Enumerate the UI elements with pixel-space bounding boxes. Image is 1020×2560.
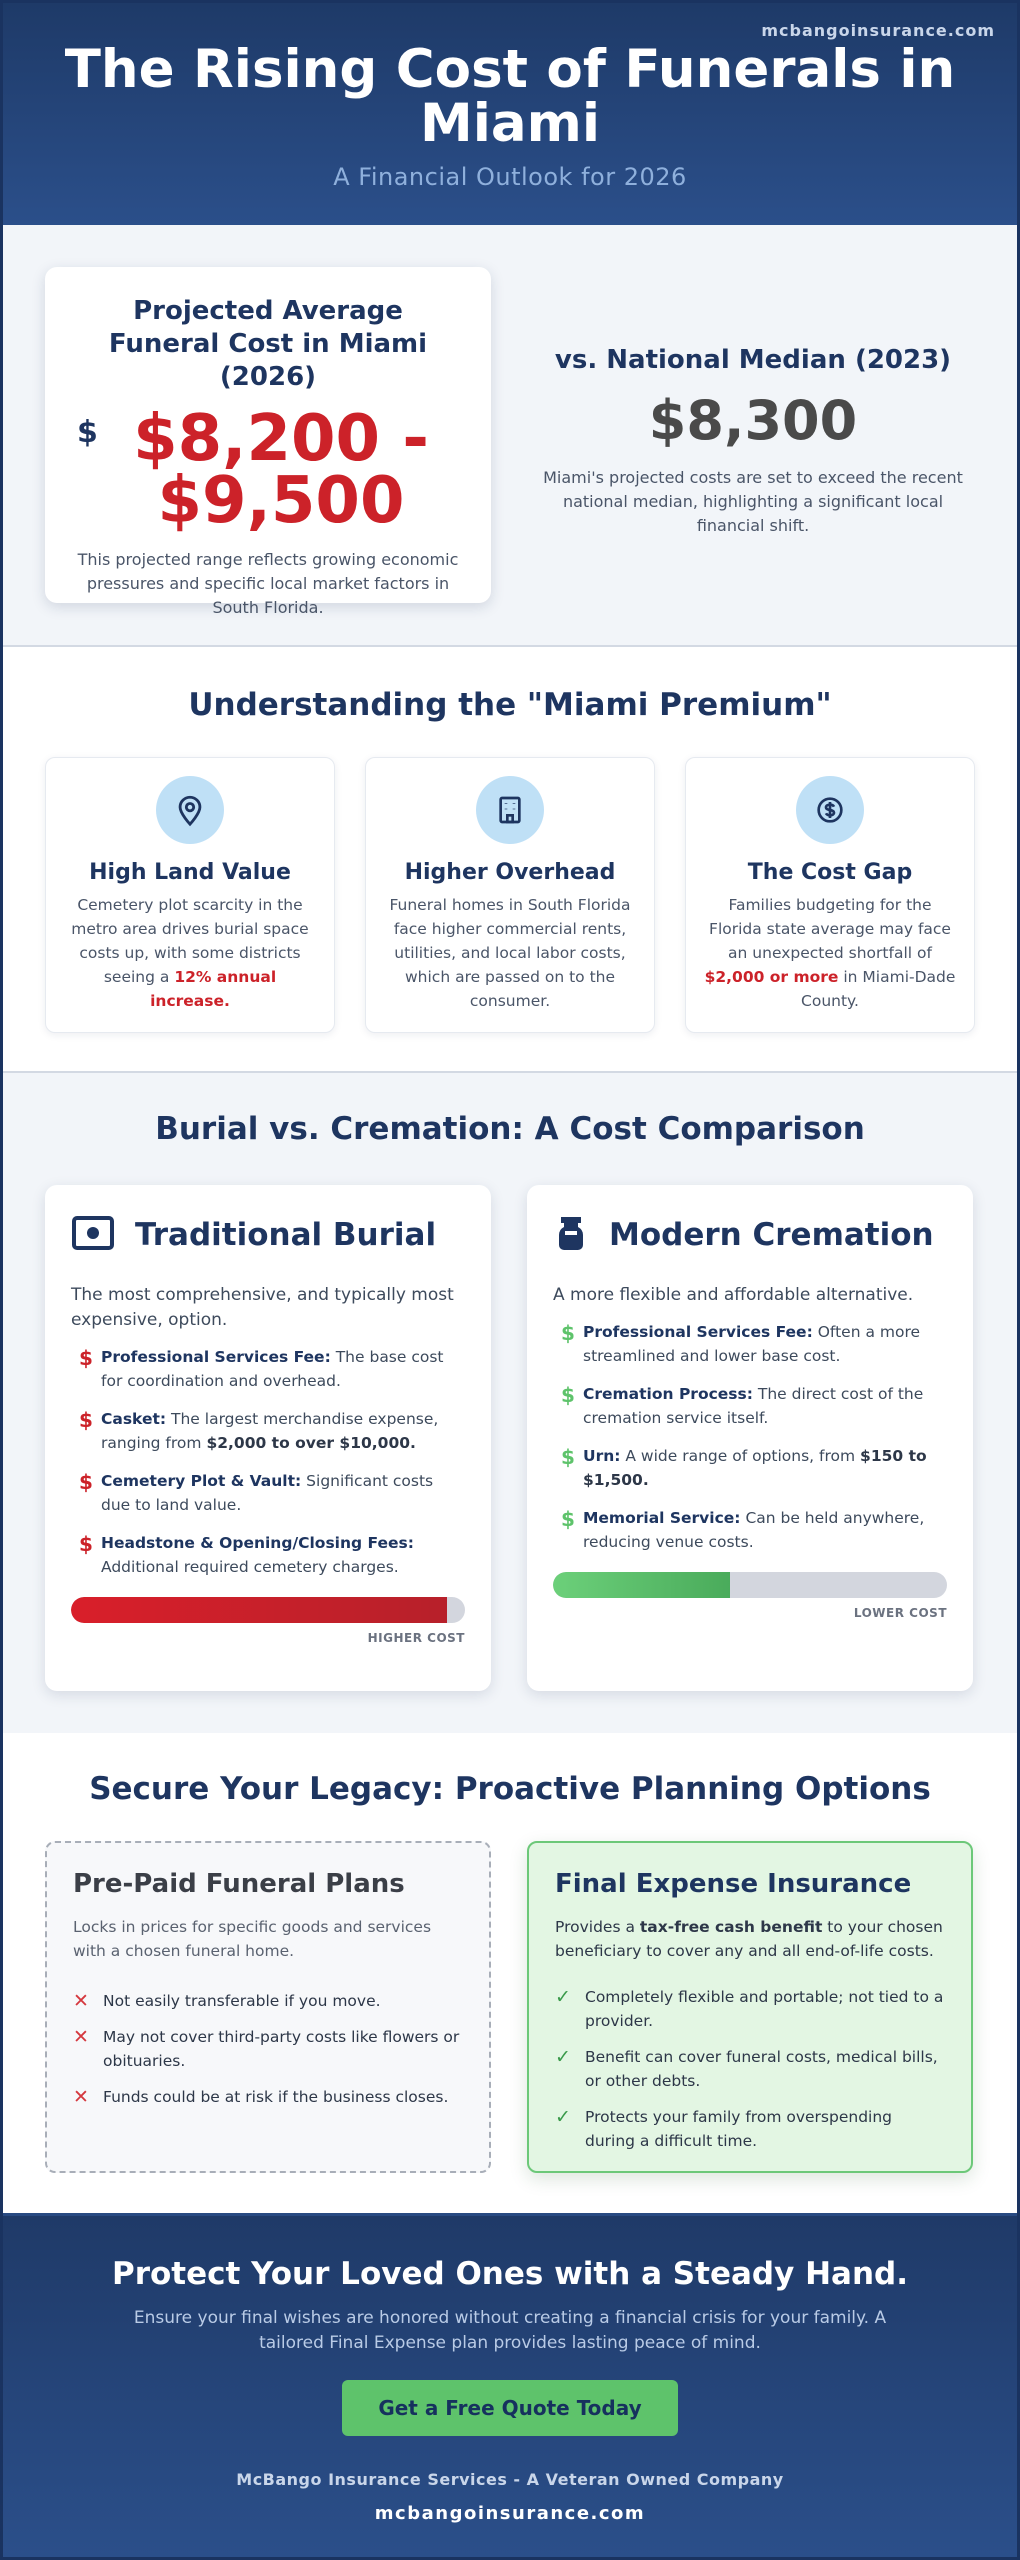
footer-title: Protect Your Loved Ones with a Steady Hand. [112,2256,908,2292]
prepaid-title: Pre-Paid Funeral Plans [73,1869,405,1899]
x-icon: ✕ [73,1990,89,2012]
list-item: $ Memorial Service: Can be held anywhere, reducing venue costs. [553,1506,947,1554]
dollar-icon: $ [79,1408,93,1432]
burial-cost-bar [71,1597,465,1623]
footer [3,2216,1017,2557]
coin-icon [796,776,864,844]
burial-cost-bar-fill [71,1597,447,1623]
site-url-footer[interactable]: mcbangoinsurance.com [374,2503,646,2524]
premium-card-title: High Land Value [89,860,291,885]
comparison-heading: Burial vs. Cremation: A Cost Comparison [155,1111,865,1147]
projected-cost-title: Projected Average Funeral Cost in Miami (2026) [108,296,428,392]
dollar-icon: $ [561,1507,575,1531]
premium-card-gap [685,757,975,1033]
final-expense-desc: Provides a tax-free cash benefit to your chosen beneficiary to cover any and all end-of-life costs. [555,1918,943,1960]
cremation-intro: A more flexible and affordable alternative. [553,1285,914,1305]
check-icon: ✓ [555,2046,571,2068]
page-title: The Rising Cost of Funerals in Miami [64,39,956,154]
list-item: $ Cremation Process: The direct cost of the cremation service itself. [553,1382,947,1430]
map-pin-icon [156,776,224,844]
premium-card-desc: Cemetery plot scarcity in the metro area drives burial space costs up, with some districts seeing a 12% annual increase. [71,896,309,1010]
national-median-value: $8,300 [648,389,858,452]
check-icon: ✓ [555,2106,571,2128]
list-item: ✓ Benefit can cover funeral costs, medical bills, or other debts. [555,2045,945,2093]
burial-bar-label: HIGHER COST [367,1631,465,1645]
range-high: $9,500 [157,464,405,538]
premium-card-title: Higher Overhead [404,860,616,885]
list-item: $ Urn: A wide range of options, from $150 to $1,500. [553,1444,947,1492]
cremation-cost-bar [553,1572,947,1598]
final-expense-title: Final Expense Insurance [555,1869,912,1899]
national-median-title: vs. National Median (2023) [554,345,952,375]
header [3,3,1017,225]
cremation-cost-list [553,1320,947,1554]
comparison-section [3,1073,1017,1733]
range-low: $8,200 - [133,402,429,476]
burial-intro: The most comprehensive, and typically most expensive, option. [71,1285,454,1330]
premium-card-overhead [365,757,655,1033]
free-quote-button[interactable]: Get a Free Quote Today [342,2380,678,2436]
burial-title: Traditional Burial [135,1217,437,1253]
premium-card-land [45,757,335,1033]
company-name: McBango Insurance Services - A Veteran Owned Company [236,2470,784,2489]
x-icon: ✕ [73,2086,89,2108]
final-expense-benefits-list [555,1985,945,2153]
list-item: $ Professional Services Fee: The base cost for coordination and overhead. [71,1345,465,1393]
premium-card-desc: Families budgeting for the Florida state average may face an unexpected shortfall of $2,000 or more in Miami-Dade County. [704,896,956,1010]
projected-cost-card [45,267,491,617]
prepaid-plans-card [45,1841,491,2173]
burial-card [45,1185,491,1691]
cost-gap-highlight: $2,000 or more [704,968,839,986]
planning-heading: Secure Your Legacy: Proactive Planning Options [89,1771,931,1807]
list-item: $ Professional Services Fee: Often a more streamlined and lower base cost. [553,1320,947,1368]
list-item: $ Cemetery Plot & Vault: Significant costs due to land value. [71,1469,465,1517]
final-expense-card [527,1841,973,2173]
list-item: ✕ Funds could be at risk if the business closes. [73,2086,449,2108]
premium-card-title: The Cost Gap [747,860,913,885]
footer-desc: Ensure your final wishes are honored without creating a financial crisis for your family. A tailored Final Expense plan provides lasting peace of mind. [133,2308,887,2353]
cremation-card [527,1185,973,1691]
dollar-icon: $ [561,1321,575,1345]
projection-section [3,225,1017,647]
list-item: $ Headstone & Opening/Closing Fees: Additional required cemetery charges. [71,1531,465,1579]
land-increase-highlight: 12% annual increase. [150,968,277,1010]
burial-cost-list [71,1345,465,1579]
dollar-icon: $ [77,415,98,450]
list-item: ✕ May not cover third-party costs like flowers or obituaries. [73,2025,463,2073]
cremation-title: Modern Cremation [609,1217,934,1253]
projected-cost-note: This projected range reflects growing economic pressures and specific local market factors in South Florida. [77,550,459,617]
prepaid-drawbacks-list [73,1989,463,2109]
list-item: ✓ Protects your family from overspending during a difficult time. [555,2105,945,2153]
list-item: $ Casket: The largest merchandise expense, ranging from $2,000 to over $10,000. [71,1407,465,1455]
casket-icon [71,1213,115,1257]
urn-icon [553,1213,589,1257]
dollar-icon: $ [561,1445,575,1469]
national-median-block [543,345,963,538]
national-median-desc: Miami's projected costs are set to exceed the recent national median, highlighting a significant local financial shift. [543,468,963,535]
miami-premium-heading: Understanding the "Miami Premium" [188,687,832,723]
site-url-top[interactable]: mcbangoinsurance.com [761,21,995,40]
miami-premium-section [3,647,1017,1073]
projected-cost-range [75,402,461,538]
page-subtitle: A Financial Outlook for 2026 [333,163,687,191]
dollar-icon: $ [79,1346,93,1370]
cremation-bar-label: LOWER COST [853,1606,947,1620]
list-item: ✕ Not easily transferable if you move. [73,1990,381,2012]
dollar-icon: $ [79,1532,93,1556]
cremation-cost-bar-fill [553,1572,730,1598]
x-icon: ✕ [73,2026,89,2048]
prepaid-desc: Locks in prices for specific goods and services with a chosen funeral home. [73,1918,432,1960]
dollar-icon: $ [561,1383,575,1407]
building-icon [476,776,544,844]
dollar-icon: $ [79,1470,93,1494]
planning-section [3,1733,1017,2213]
list-item: ✓ Completely flexible and portable; not tied to a provider. [555,1985,945,2033]
check-icon: ✓ [555,1986,571,2008]
premium-card-desc: Funeral homes in South Florida face higher commercial rents, utilities, and local labor costs, which are passed on to the consumer. [389,896,631,1010]
